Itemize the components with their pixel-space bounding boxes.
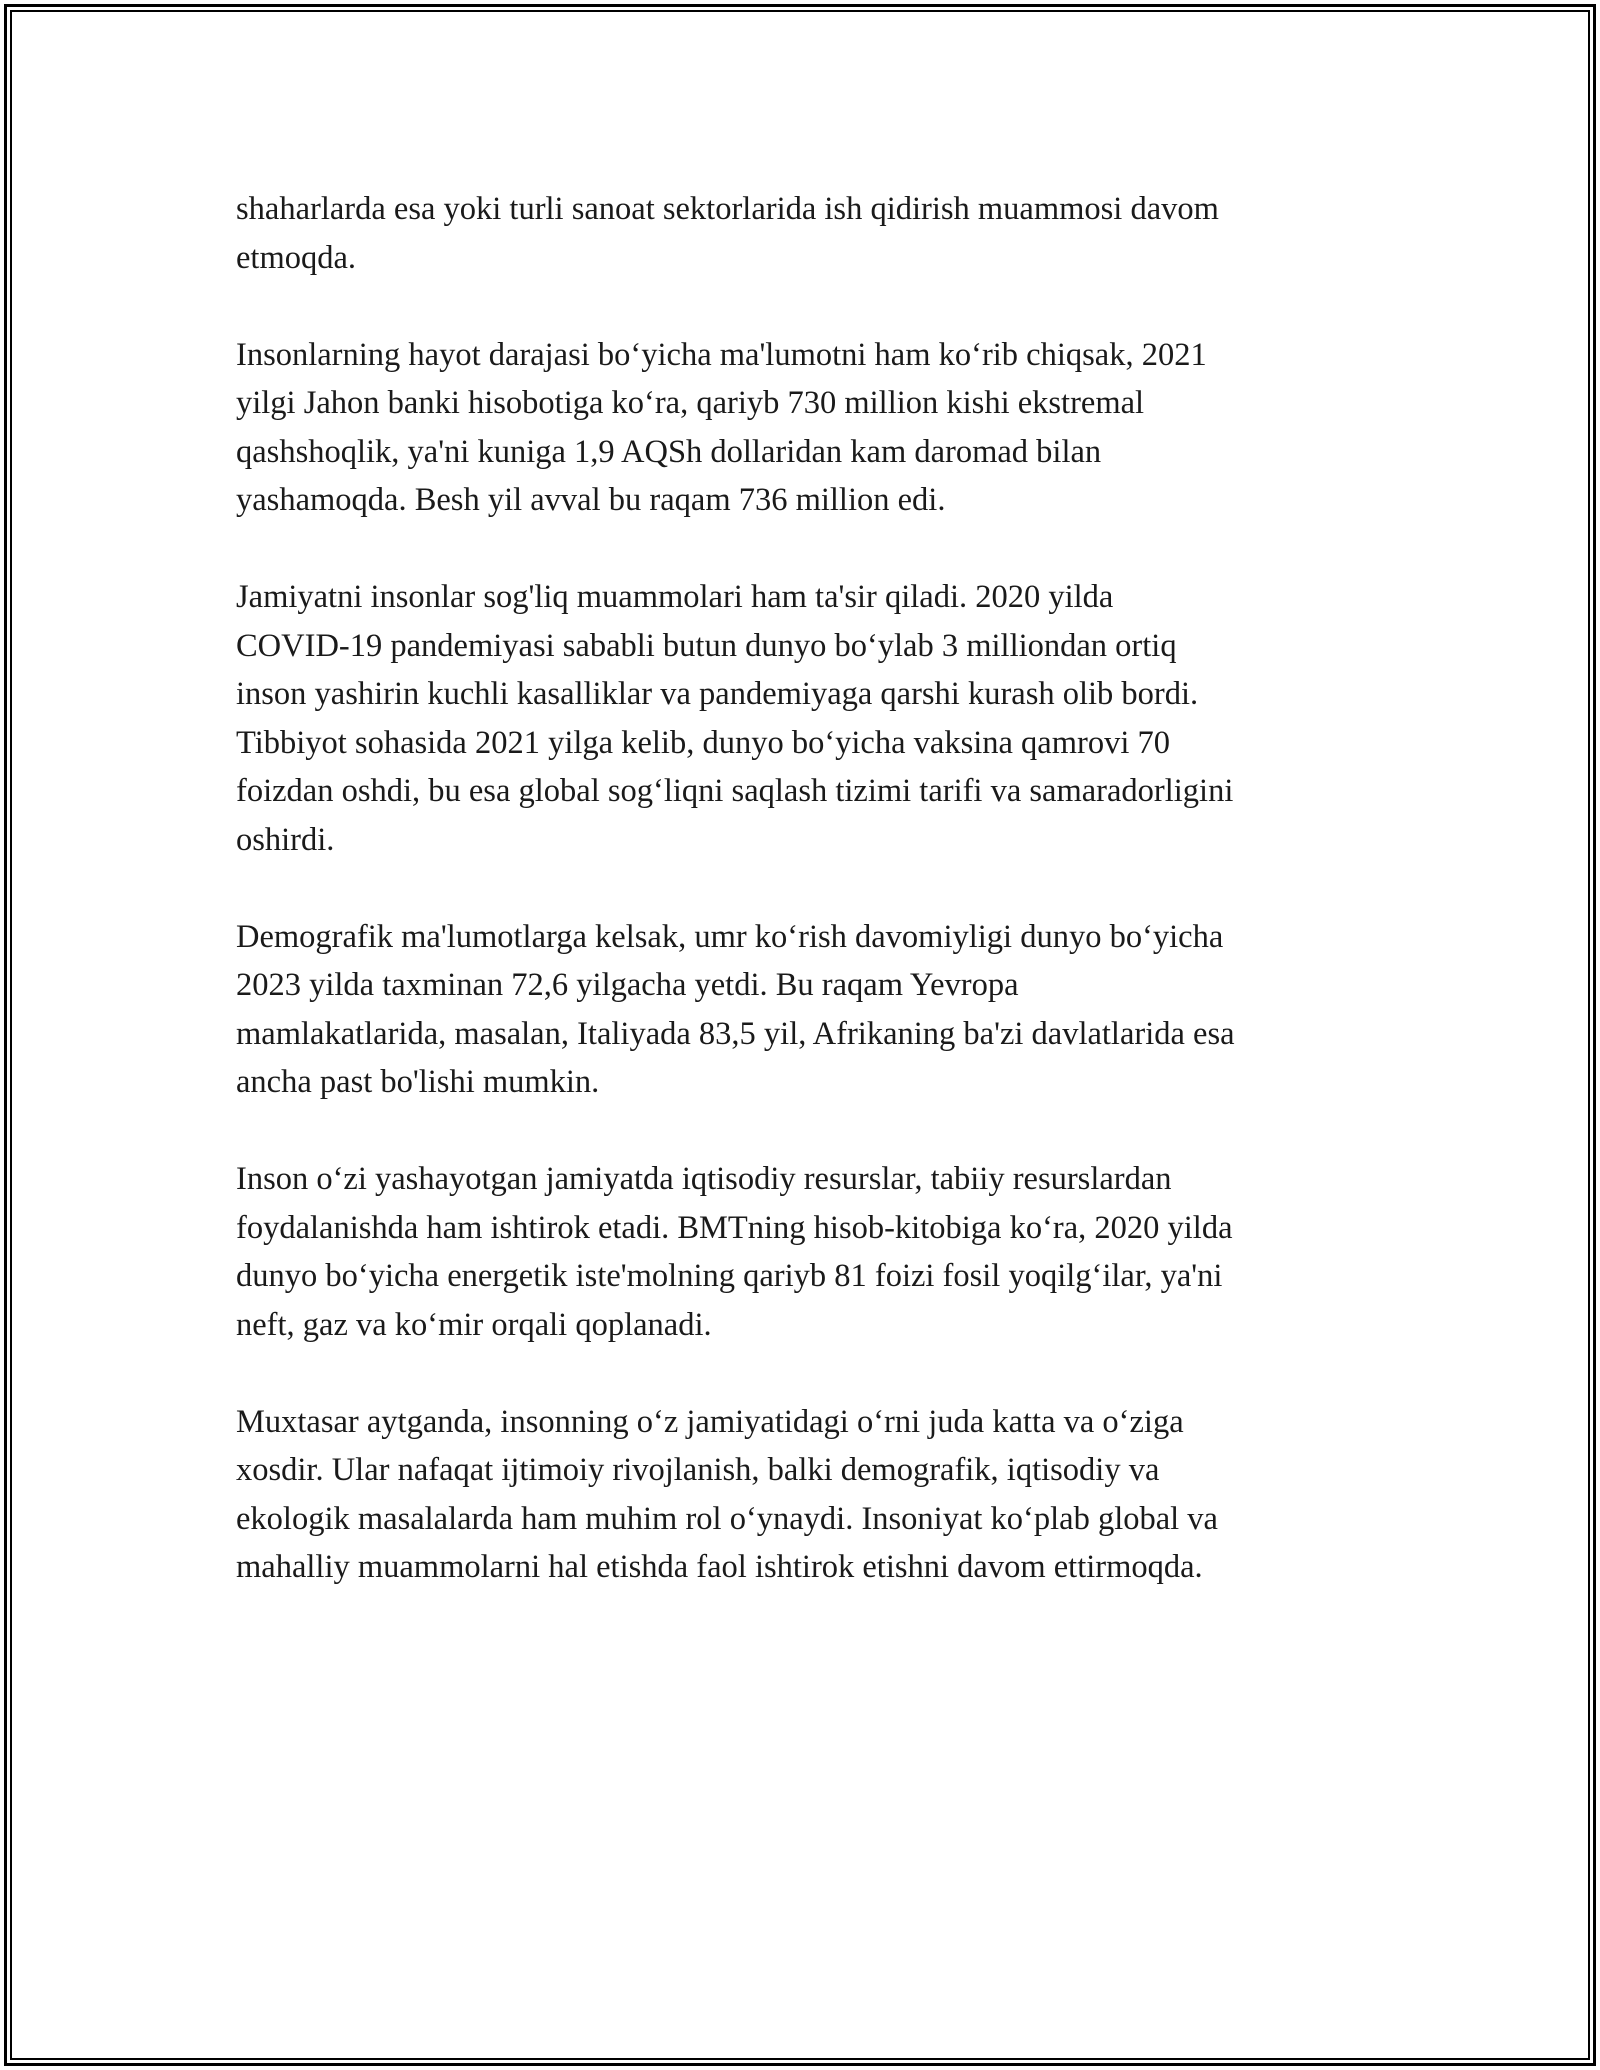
text-line: 2023 yilda taxminan 72,6 yilgacha yetdi. Bu raqam Yevropa [236,967,1019,1003]
paragraph-demographics [236,913,1376,1107]
text-line: COVID-19 pandemiyasi sababli butun dunyo bo‘ylab 3 milliondan ortiq [236,627,1177,664]
paragraph-conclusion [236,1398,1376,1592]
document-body [236,185,1376,1592]
text-line: Inson o‘zi yashayotgan jamiyatda iqtisodiy resurslar, tabiiy resurslardan [236,1161,1172,1197]
text-line: inson yashirin kuchli kasalliklar va pandemiyaga qarshi kurash olib bordi. [236,676,1199,712]
text-line: yashamoqda. Besh yil avval bu raqam 736 million edi. [236,482,946,518]
text-line: qashshoqlik, ya'ni kuniga 1,9 AQSh dollaridan kam daromad bilan [236,433,1102,470]
text-line: mamlakatlarida, masalan, Italiyada 83,5 yil, Afrikaning ba'zi davlatlarida esa [236,1015,1235,1052]
text-line: foydalanishda ham ishtirok etadi. BMTning hisob-kitobiga ko‘ra, 2020 yilda [236,1209,1233,1246]
text-line: etmoqda. [236,239,357,276]
text-line: Muxtasar aytganda, insonning o‘z jamiyatidagi o‘rni juda katta va o‘ziga [236,1403,1184,1440]
text-line: Jamiyatni insonlar sog'liq muammolari ham ta'sir qiladi. 2020 yilda [236,579,1114,615]
text-line: shaharlarda esa yoki turli sanoat sektorlarida ish qidirish muammosi davom [236,191,1219,227]
paragraph-health [236,573,1376,864]
text-line: oshirdi. [236,821,335,858]
text-line: Tibbiyot sohasida 2021 yilga kelib, dunyo bo‘yicha vaksina qamrovi 70 [236,724,1170,761]
text-line: xosdir. Ular nafaqat ijtimoiy rivojlanish, balki demografik, iqtisodiy va [236,1452,1160,1488]
text-line: Demografik ma'lumotlarga kelsak, umr ko‘rish davomiyligi dunyo bo‘yicha [236,918,1224,955]
text-line: neft, gaz va ko‘mir orqali qoplanadi. [236,1306,712,1343]
paragraph-employment [236,185,1376,282]
text-line: Insonlarning hayot darajasi bo‘yicha ma'lumotni ham ko‘rib chiqsak, 2021 [236,336,1207,373]
text-line: ancha past bo'lishi mumkin. [236,1064,600,1100]
text-line: yilgi Jahon banki hisobotiga ko‘ra, qariyb 730 million kishi ekstremal [236,385,1145,421]
text-line: foizdan oshdi, bu esa global sog‘liqni saqlash tizimi tarifi va samaradorligini [236,773,1234,809]
text-line: dunyo bo‘yicha energetik iste'molning qariyb 81 foizi fosil yoqilg‘ilar, ya'ni [236,1258,1223,1294]
text-line: mahalliy muammolarni hal etishda faol ishtirok etishni davom ettirmoqda. [236,1549,1203,1585]
paragraph-resources [236,1155,1376,1349]
text-line: ekologik masalalarda ham muhim rol o‘ynaydi. Insoniyat ko‘plab global va [236,1500,1218,1537]
paragraph-living-standards [236,331,1376,525]
